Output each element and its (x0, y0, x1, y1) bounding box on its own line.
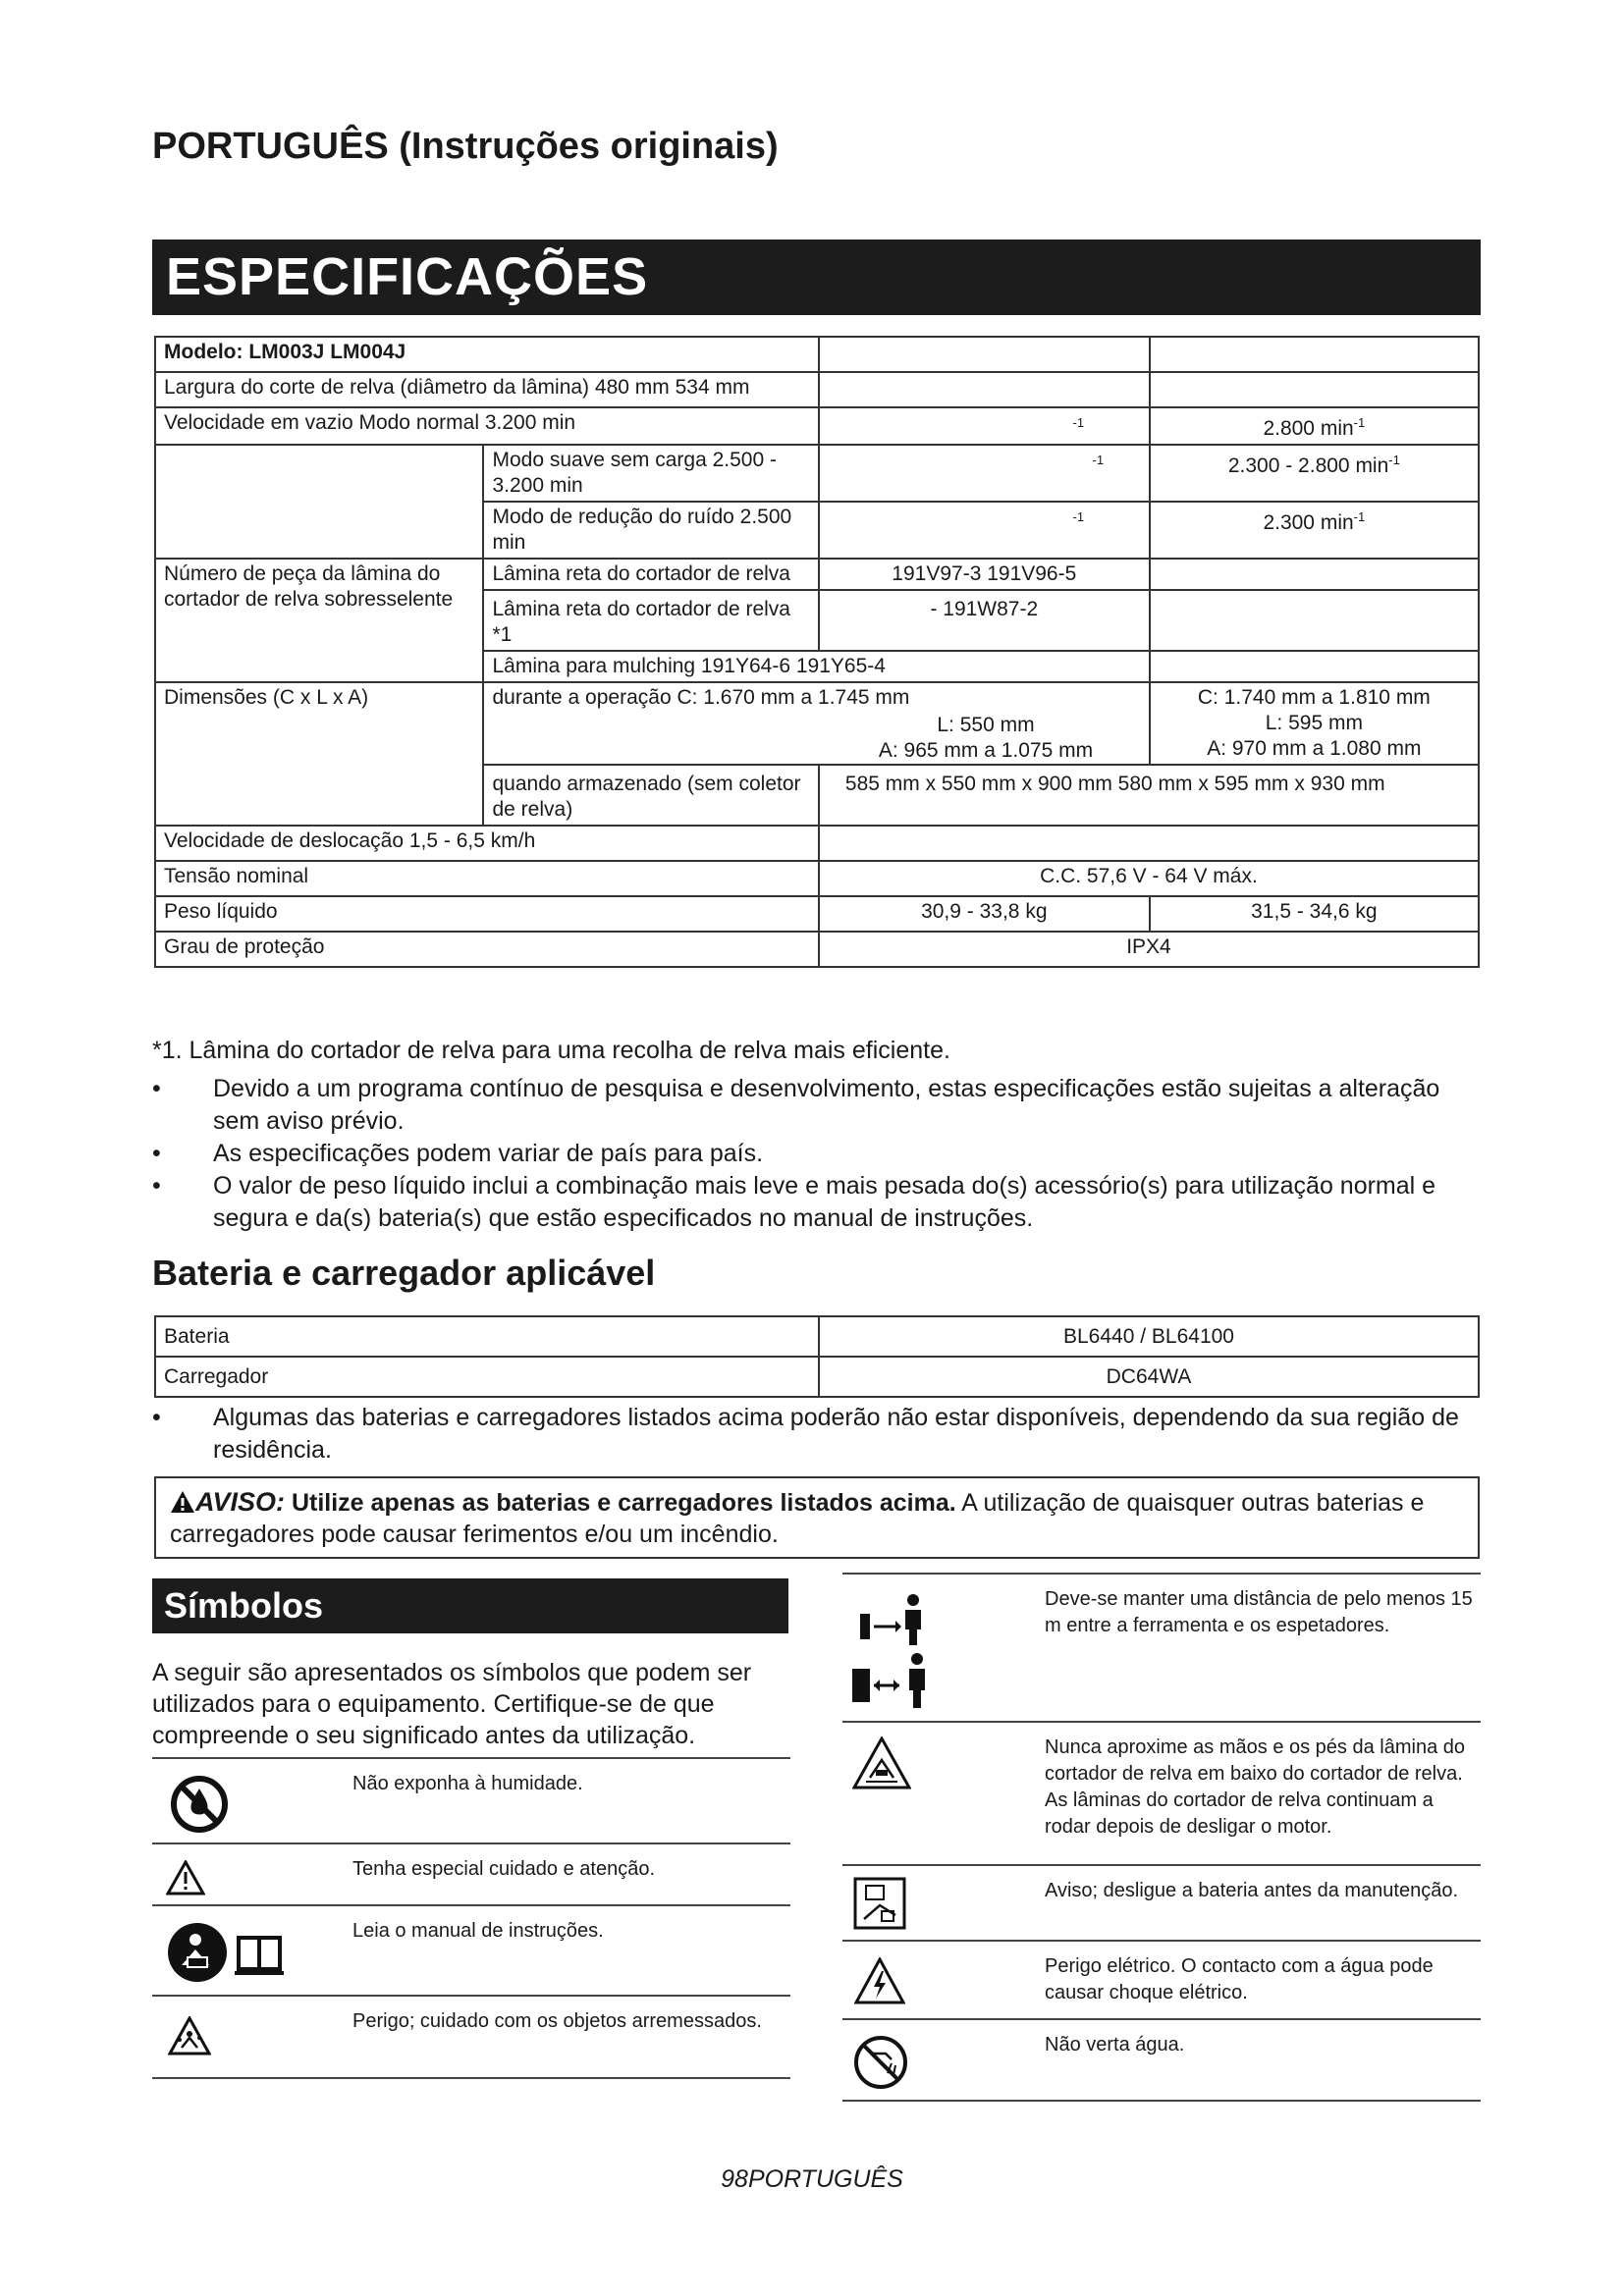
warning-box (154, 1476, 1480, 1559)
mulching-cell: Lâmina para mulching 191Y64-6 191Y65-4 (483, 651, 1149, 682)
table-row (155, 932, 1479, 967)
table-row: Não exponha à humidade. (152, 1758, 790, 1843)
table-row: Bateria BL6440 / BL64100 (155, 1316, 1479, 1357)
no-water-icon (852, 2034, 909, 2091)
table-row: Carregador DC64WA (155, 1357, 1479, 1397)
dims-w1: L: 550 mm (937, 714, 1035, 736)
blade2-label: Lâmina reta do cortador de relva *1 (483, 590, 818, 651)
battery-table (154, 1315, 1480, 1398)
table-row (155, 896, 1479, 932)
footnote: *1. Lâmina do cortador de relva para uma recolha de relva mais eficiente. (152, 1037, 950, 1064)
symbols-heading: Símbolos (152, 1578, 788, 1633)
soft-v2: 2.300 - 2.800 min (1227, 454, 1389, 477)
dims-h2: A: 970 mm a 1.080 mm (1207, 737, 1422, 760)
no-humidity-icon (170, 1775, 229, 1834)
weight-label: Peso líquido (155, 896, 819, 932)
stored-value: 585 mm x 550 mm x 900 mm 580 mm x 595 mm x 930 mm (819, 765, 1479, 826)
during-op: durante a operação C: 1.670 mm a 1.745 mm (492, 686, 910, 709)
table-row (155, 559, 1479, 590)
warning-triangle-icon (170, 1490, 195, 1514)
noload-normal-v2: 2.800 min (1263, 417, 1354, 440)
table-row: Não verta água. (842, 2019, 1481, 2101)
table-row: Modo de redução do ruído 2.500 min $^{-1}$ 2.300 $\min^{-1}$ (155, 502, 1479, 559)
table-row: Perigo elétrico. O contacto com a água pode causar choque elétrico. (842, 1941, 1481, 2019)
read-manual-icon (166, 1920, 284, 1985)
weight-v2: 31,5 - 34,6 kg (1150, 896, 1479, 932)
spec-notes (152, 1035, 1488, 1235)
soft-mode-cell: Modo suave sem carga 2.500 - 3.200 min (483, 445, 818, 502)
dims-w2: L: 595 mm (1265, 712, 1363, 734)
list-item: • As especificações podem variar de país para país. (152, 1140, 764, 1167)
table-row (155, 861, 1479, 896)
dims-h1: A: 965 mm a 1.075 mm (878, 739, 1094, 762)
dims-label: Dimensões (C x L x A) (155, 682, 483, 826)
battery-heading: Bateria e carregador aplicável (152, 1253, 656, 1293)
thrown-objects-icon (168, 2016, 211, 2056)
table-row: Velocidade em vazio Modo normal 3.200 min $^{-1}$ 2.800 $\min^{-1}$ (155, 407, 1479, 445)
table-row: Tenha especial cuidado e atenção. (152, 1843, 790, 1905)
noise-v2: 2.300 min (1263, 511, 1354, 534)
symbols-table-left (152, 1757, 790, 2079)
blade1-value: 191V97-3 191V96-5 (819, 559, 1150, 590)
dims-c2: C: 1.740 mm a 1.810 mm (1197, 686, 1431, 709)
table-row (155, 337, 1479, 372)
table-row: Deve-se manter uma distância de pelo menos 15 m entre a ferramenta e os espetadores. (842, 1574, 1481, 1722)
caution-triangle-icon (166, 1860, 205, 1896)
warning-text: A utilização de quaisquer outras baterias e carregadores pode causar ferimentos e/ou um incêndio. (170, 1489, 1425, 1548)
noload-label-cell: Velocidade em vazio Modo normal 3.200 min (155, 407, 819, 445)
travel-cell: Velocidade de deslocação 1,5 - 6,5 km/h (155, 826, 819, 861)
stored-label: quando armazenado (sem coletor de relva) (483, 765, 818, 826)
table-row: Aviso; desligue a bateria antes da manutenção. (842, 1865, 1481, 1941)
warning-title: AVISO: (195, 1487, 286, 1517)
warning-bold: Utilize apenas as baterias e carregadores listados acima. (291, 1489, 956, 1517)
battery-note: • Algumas das baterias e carregadores listados acima poderão não estar disponíveis, dependendo da sua região de residência. (152, 1404, 1459, 1464)
model-cell: Modelo: LM003J LM004J (155, 337, 819, 372)
noise-mode-cell: Modo de redução do ruído 2.500 min (483, 502, 818, 559)
table-row (155, 682, 1479, 765)
protection-value: IPX4 (819, 932, 1479, 967)
weight-v1: 30,9 - 33,8 kg (819, 896, 1150, 932)
specs-banner: ESPECIFICAÇÕES (152, 240, 1481, 315)
specs-table (154, 336, 1480, 968)
symbols-table-right (842, 1573, 1481, 2102)
table-row: Modo suave sem carga 2.500 - 3.200 min $^{-1}$ 2.300 - 2.800 $\min^{-1}$ (155, 445, 1479, 502)
table-row (155, 372, 1479, 407)
blade2-value: - 191W87-2 (819, 590, 1150, 651)
blade-part-label: Número de peça da lâmina do cortador de relva sobresselente (155, 559, 483, 682)
remove-battery-icon (852, 1876, 907, 1931)
cut-width-cell: Largura do corte de relva (diâmetro da lâmina) 480 mm 534 mm (155, 372, 819, 407)
hands-feet-blade-icon (852, 1736, 911, 1789)
protection-label: Grau de proteção (155, 932, 819, 967)
voltage-value: C.C. 57,6 V - 64 V máx. (819, 861, 1479, 896)
list-item: • Devido a um programa contínuo de pesquisa e desenvolvimento, estas especificações estão sujeitas a alteração sem aviso prévio. (152, 1075, 1440, 1135)
symbols-intro: A seguir são apresentados os símbolos que podem ser utilizados para o equipamento. Certifique-se de que compreende o seu significado antes da utilização. (152, 1659, 752, 1749)
voltage-label: Tensão nominal (155, 861, 819, 896)
page-footer: 98PORTUGUÊS (721, 2165, 903, 2193)
table-row: Leia o manual de instruções. (152, 1905, 790, 1996)
exponent: -1 (1072, 415, 1085, 430)
blade1-label: Lâmina reta do cortador de relva (483, 559, 818, 590)
table-row: Perigo; cuidado com os objetos arremessados. (152, 1996, 790, 2078)
table-row (155, 826, 1479, 861)
table-row: Nunca aproxime as mãos e os pés da lâmina do cortador de relva em baixo do cortador de relva. As lâminas do cortador de relva continuam a rodar depois de desligar o motor. (842, 1722, 1481, 1865)
list-item: • O valor de peso líquido inclui a combinação mais leve e mais pesada do(s) acessório(s) para utilização normal e segura e da(s) bateria(s) que estão especificados no manual de instruções. (152, 1172, 1436, 1232)
keep-distance-icon (850, 1584, 948, 1712)
page-title: PORTUGUÊS (Instruções originais) (152, 126, 779, 167)
electric-hazard-icon (854, 1957, 905, 2004)
